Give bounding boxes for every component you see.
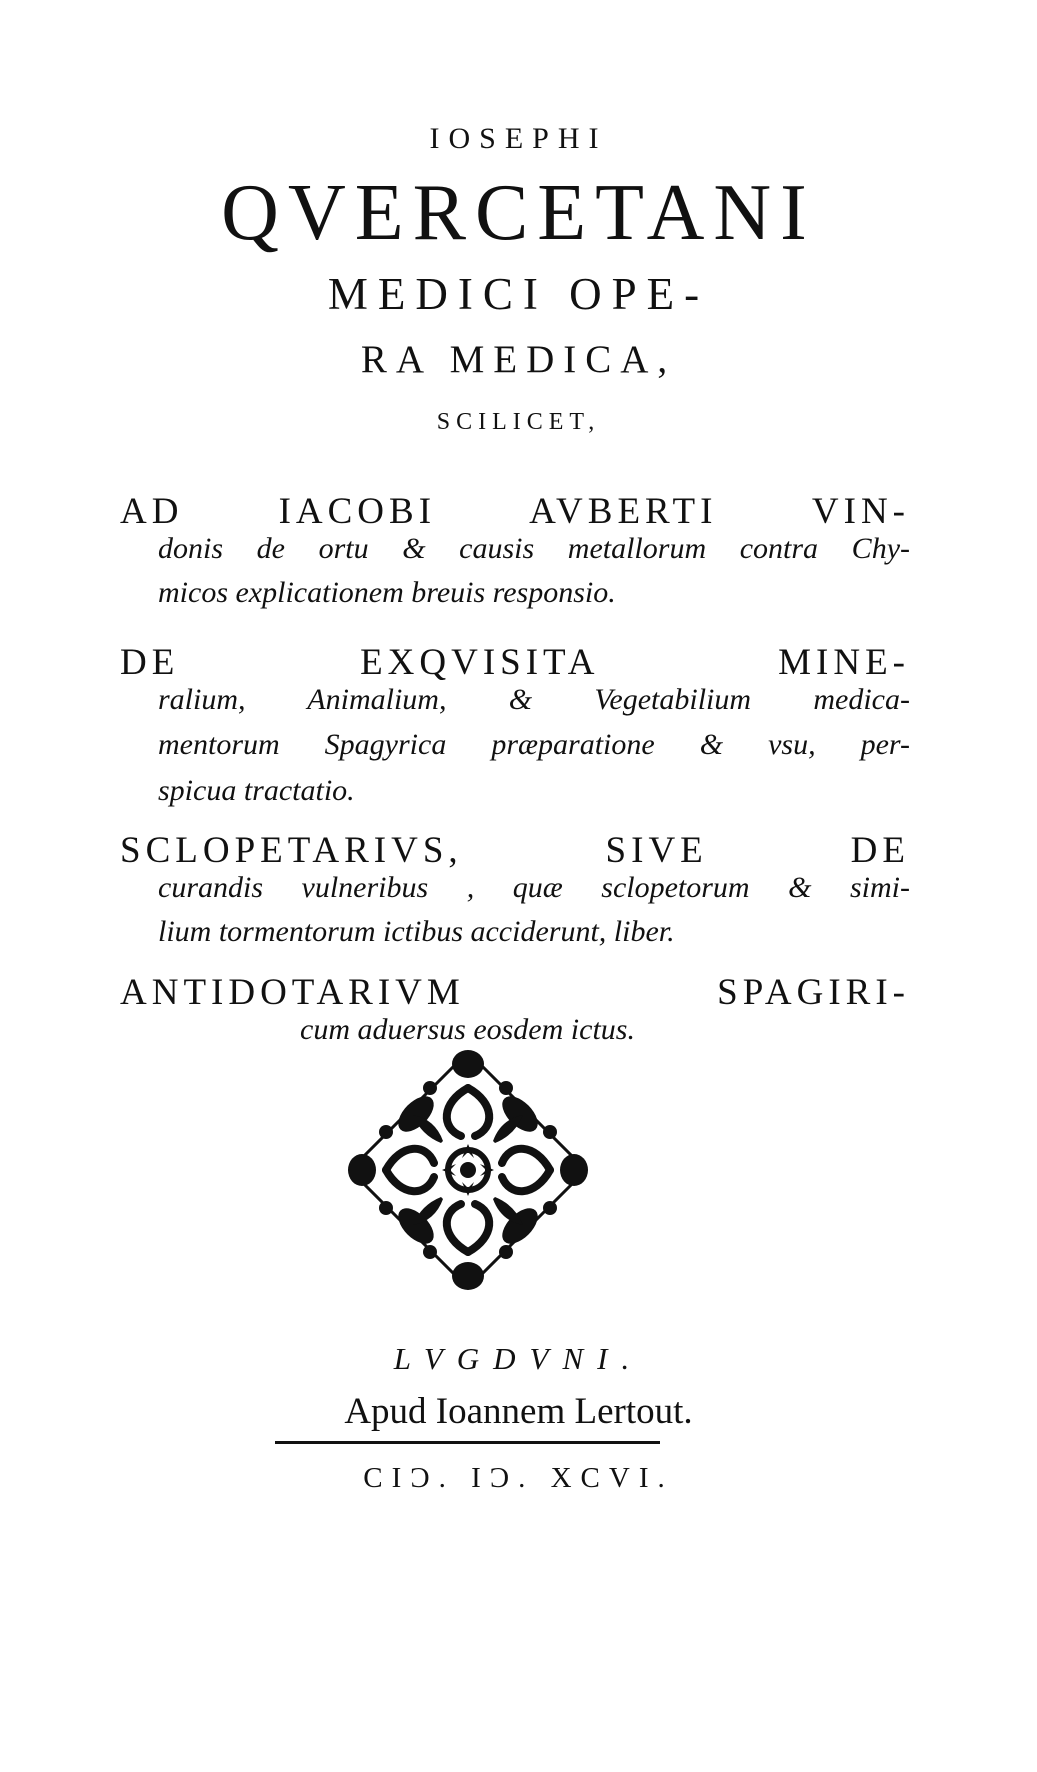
- work-description-line: donis de ortu & causis metallorum contra Chy-: [158, 532, 910, 565]
- title-line-1: MEDICI OPE-: [327, 269, 710, 319]
- work-description-line: ralium, Animalium, & Vegetabilium medica-: [158, 683, 910, 716]
- work-description-line: lium tormentorum ictibus acciderunt, liber.: [158, 915, 675, 948]
- work-description-line: spicua tractatio.: [158, 774, 355, 807]
- work-description-line: cum aduersus eosdem ictus.: [300, 1013, 635, 1046]
- author-first-name: IOSEPHI: [429, 122, 608, 155]
- work-heading: ANTIDOTARIVM SPAGIRI-: [120, 972, 910, 1013]
- imprint-printer: Apud Ioannem Lertout.: [344, 1391, 693, 1432]
- imprint-city: LVGDVNI.: [393, 1341, 644, 1376]
- work-heading: DE EXQVISITA MINE-: [120, 642, 910, 683]
- fleuron-ornament-icon: [346, 1048, 590, 1292]
- imprint-rule: [275, 1441, 660, 1444]
- work-heading: AD IACOBI AVBERTI VIN-: [120, 491, 910, 532]
- imprint-year: CIƆ. IƆ. XCVI.: [363, 1462, 674, 1494]
- work-description-line: mentorum Spagyrica præparatione & vsu, per-: [158, 728, 910, 761]
- work-heading: SCLOPETARIVS, SIVE DE: [120, 830, 910, 871]
- title-line-2: RA MEDICA,: [360, 338, 677, 381]
- work-description-line: micos explicationem breuis responsio.: [158, 576, 616, 609]
- work-description-line: curandis vulneribus , quæ sclopetorum & simi-: [158, 871, 910, 904]
- author-surname: QVERCETANI: [221, 169, 816, 257]
- scilicet-line: SCILICET,: [436, 409, 601, 435]
